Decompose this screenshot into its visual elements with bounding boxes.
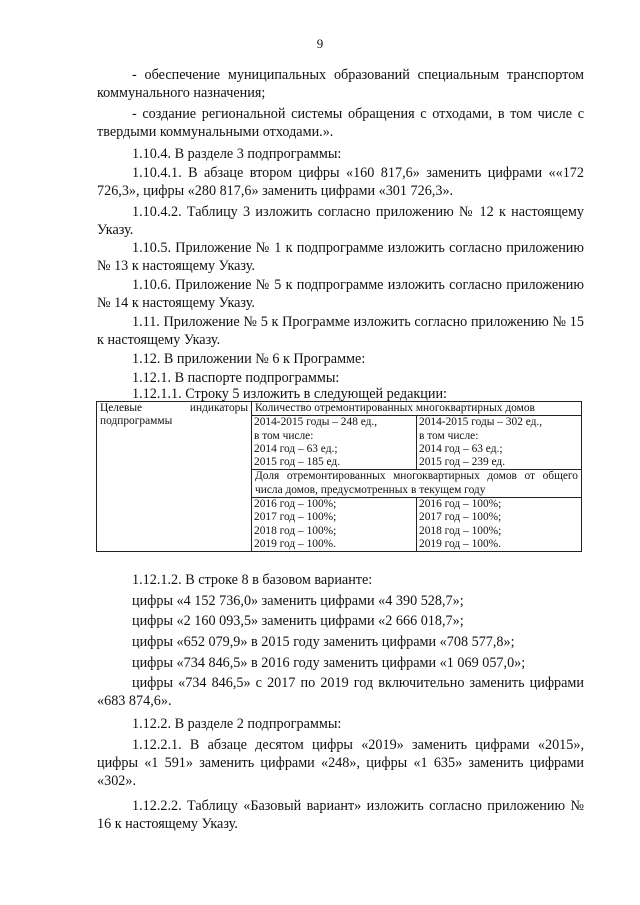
cell-line: в том числе: — [254, 429, 314, 442]
paragraph: 1.12.2. В разделе 2 подпрограммы: — [132, 716, 342, 732]
paragraph: 1.10.4.2. Таблицу 3 изложить согласно приложению № 12 к настоящему Указу. — [97, 204, 584, 238]
cell-line: в том числе: — [419, 429, 479, 442]
paragraph: - обеспечение муниципальных образований специальным транспортом коммунального назначения; — [97, 67, 584, 101]
paragraph: 1.10.5. Приложение № 1 к подпрограмме изложить согласно приложению № 13 к настоящему Указу. — [97, 240, 584, 274]
paragraph: 1.12.1.2. В строке 8 в базовом варианте: — [132, 572, 373, 588]
indicators-table — [96, 401, 582, 552]
paragraph: цифры «4 152 736,0» заменить цифрами «4 390 528,7»; — [132, 593, 464, 609]
cell-line: 2014-2015 годы – 302 ед., — [419, 416, 543, 429]
paragraph: 1.12.2.2. Таблицу «Базовый вариант» изложить согласно приложению № 16 к настоящему Указу. — [97, 798, 584, 832]
table-row — [252, 415, 581, 469]
cell-line: 2015 год – 185 ед. — [254, 456, 341, 469]
table-cell — [416, 416, 581, 469]
cell-line: 2018 год – 100%; — [419, 524, 502, 537]
cell-line: 2014-2015 годы – 248 ед., — [254, 416, 378, 429]
paragraph: 1.10.6. Приложение № 5 к подпрограмме изложить согласно приложению № 14 к настоящему Указу. — [97, 277, 584, 311]
paragraph: 1.12.1. В паспорте подпрограммы: — [132, 370, 340, 386]
paragraph: 1.11. Приложение № 5 к Программе изложить согласно приложению № 15 к настоящему Указу. — [97, 314, 584, 348]
paragraph: 1.12. В приложении № 6 к Программе: — [132, 351, 366, 367]
paragraph: цифры «2 160 093,5» заменить цифрами «2 666 018,7»; — [132, 613, 464, 629]
paragraph: - создание региональной системы обращения с отходами, в том числе с твердыми коммунальными отходами.». — [97, 106, 584, 140]
paragraph: 1.12.2.1. В абзаце десятом цифры «2019» заменить цифрами «2015», цифры «1 591» заменить цифрами «248», цифры «1 635» заменить цифрами «302». — [97, 737, 584, 789]
cell-line: 2016 год – 100%; — [254, 498, 337, 511]
table-cell — [416, 498, 581, 551]
cell-line: 2017 год – 100%; — [254, 511, 337, 524]
paragraph: 1.10.4. В разделе 3 подпрограммы: — [132, 146, 342, 162]
table-header: Количество отремонтированных многоквартирных домов — [255, 402, 535, 414]
page-number: 9 — [316, 36, 324, 51]
row-label: Целевые индикаторы подпрограммы — [97, 402, 252, 552]
cell-line: 2018 год – 100%; — [254, 524, 337, 537]
table-cell — [252, 498, 416, 551]
cell-line: 2017 год – 100%; — [419, 511, 502, 524]
cell-line: 2019 год – 100%. — [419, 537, 501, 550]
cell-line: 2016 год – 100%; — [419, 498, 502, 511]
paragraph: 1.12.1.1. Строку 5 изложить в следующей редакции: — [132, 386, 447, 402]
paragraph: 1.10.4.1. В абзаце втором цифры «160 817,6» заменить цифрами ««172 726,3», цифры «280 817,6» заменить цифрами «301 726,3». — [97, 165, 584, 199]
cell-line: 2014 год – 63 ед.; — [254, 442, 338, 455]
cell-line: 2014 год – 63 ед.; — [419, 442, 503, 455]
cell-line: 2015 год – 239 ед. — [419, 456, 506, 469]
table-header: Доля отремонтированных многоквартирных домов от общего числа домов, предусмотренных в текущем году — [252, 469, 581, 497]
table-row — [252, 497, 581, 551]
paragraph: цифры «734 846,5» с 2017 по 2019 год включительно заменить цифрами «683 874,6». — [97, 675, 584, 709]
paragraph: цифры «652 079,9» в 2015 году заменить цифрами «708 577,8»; — [132, 634, 515, 650]
table-cell — [252, 416, 416, 469]
cell-line: 2019 год – 100%. — [254, 537, 336, 550]
paragraph: цифры «734 846,5» в 2016 году заменить цифрами «1 069 057,0»; — [132, 655, 526, 671]
